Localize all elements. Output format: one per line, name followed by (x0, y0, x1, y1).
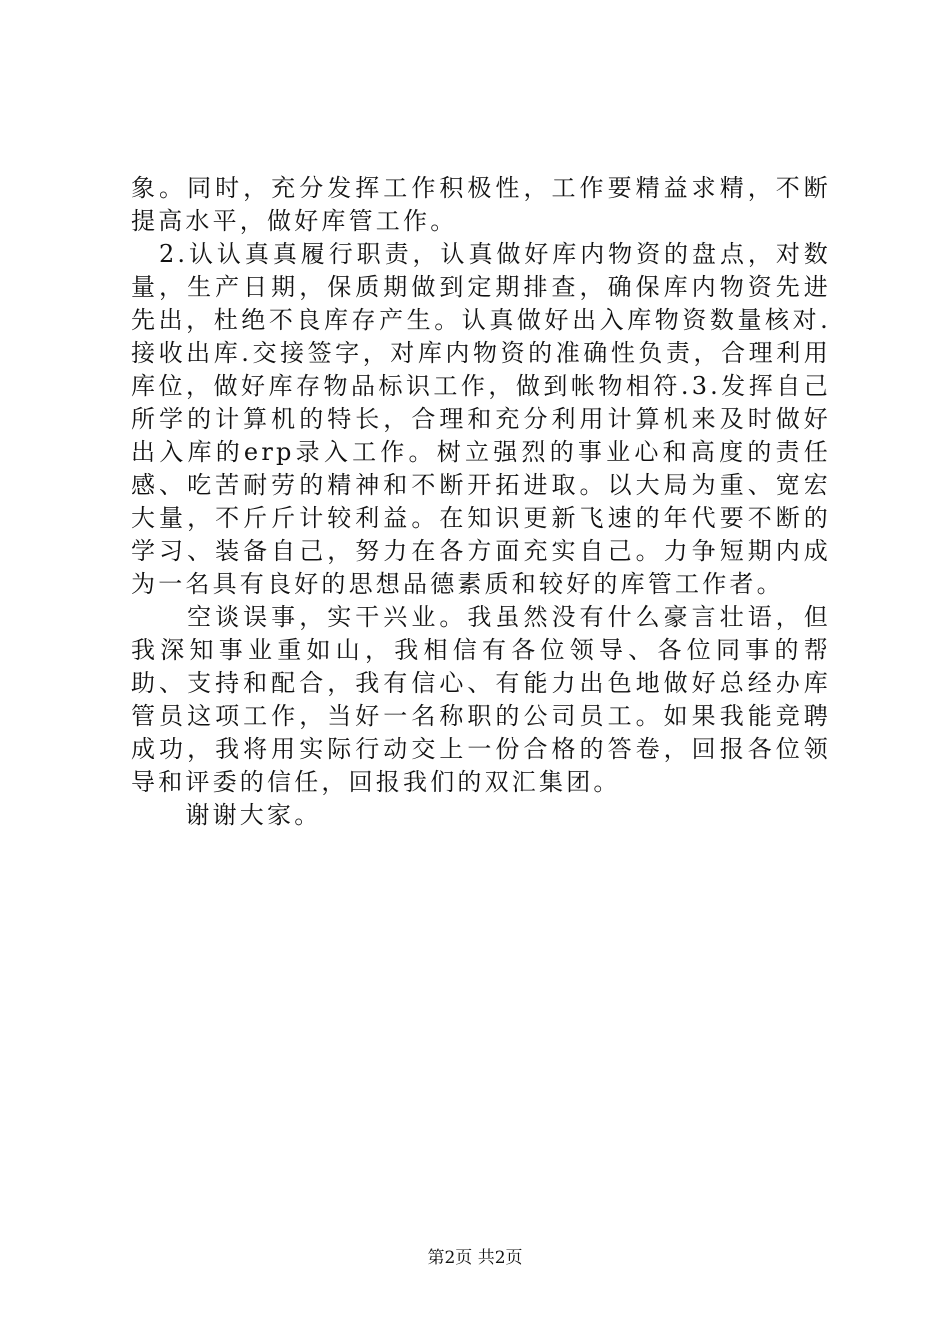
paragraph-4: 谢谢大家。 (131, 801, 322, 829)
paragraph-2: 2.认认真真履行职责，认真做好库内物资的盘点，对数量，生产日期，保质期做到定期排查，确保库内物资先进先出，杜绝不良库存产生。认真做好出入库物资数量核对.接收出库.交接签字，对库内物资的准确性负责，合理利用库位，做好库存物品标识工作，做到帐物相符.3.发挥自己所学的计算机的特长，合理和充分利用计算机来及时做好出入库的erp录入工作。树立强烈的事业心和高度的责任感、吃苦耐劳的精神和不断开拓进取。以大局为重、宽宏大量，不斤斤计较利益。在知识更新飞速的年代要不断的学习、装备自己，努力在各方面充实自己。力争短期内成为一名具有良好的思想品德素质和较好的库管工作者。 (131, 240, 831, 598)
document-body (131, 172, 831, 832)
paragraph-3: 空谈误事，实干兴业。我虽然没有什么豪言壮语，但我深知事业重如山，我相信有各位领导、各位同事的帮助、支持和配合，我有信心、有能力出色地做好总经办库管员这项工作，当好一名称职的公司员工。如果我能竞聘成功，我将用实际行动交上一份合格的答卷，回报各位领导和评委的信任，回报我们的双汇集团。 (131, 603, 831, 796)
page-number-footer: 第2页 共2页 (427, 1248, 523, 1268)
paragraph-1: 象。同时，充分发挥工作积极性，工作要精益求精，不断提高水平，做好库管工作。 (131, 174, 831, 235)
